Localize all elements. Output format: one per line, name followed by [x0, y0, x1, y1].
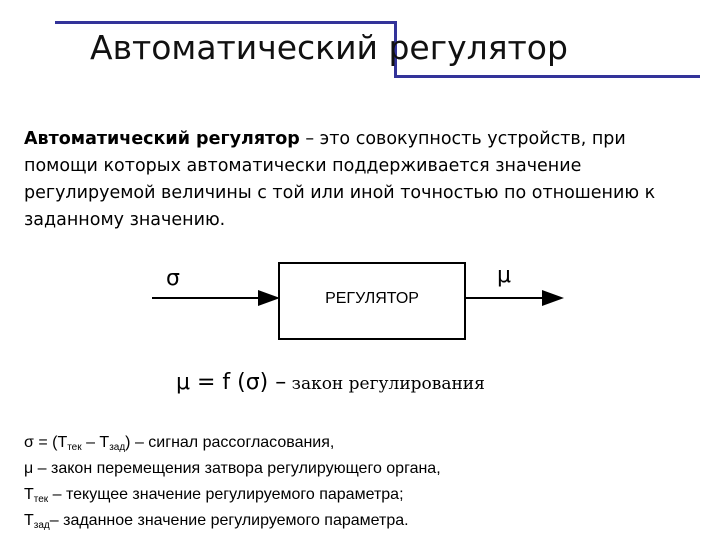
- definition-term: Автоматический регулятор: [24, 129, 300, 149]
- output-arrow-head: [542, 290, 564, 306]
- output-signal-label: μ: [497, 263, 511, 288]
- formula-expression: μ = f (σ) –: [176, 370, 287, 395]
- regulator-block: [278, 262, 466, 340]
- regulator-label: РЕГУЛЯТОР: [325, 290, 419, 307]
- definition-text: – это совокупность устройств, при помощи которых автоматически поддерживается значение регулируемой величины с той или иной точностью по отношению к заданному значению.: [24, 129, 656, 230]
- formula-description: закон регулирования: [286, 374, 485, 394]
- input-signal-label: σ: [166, 266, 180, 291]
- legend-line-sigma: $\sigma = (T_{тек} - T_{зад})$ – сигнал рассогласования,: [24, 434, 335, 453]
- legend-line-t-setpoint: $T_{зад}-$ заданное значение регулируемого параметра.: [24, 512, 409, 531]
- slide-title: Автоматический регулятор: [90, 28, 568, 67]
- legend-line-mu: μ – закон перемещения затвора регулирующего органа,: [24, 460, 441, 477]
- legend: [24, 430, 441, 534]
- legend-line-t-current: $T_{тек}$ – текущее значение регулируемого параметра;: [24, 486, 404, 505]
- control-law-formula: [176, 370, 485, 395]
- input-arrow-head: [258, 290, 280, 306]
